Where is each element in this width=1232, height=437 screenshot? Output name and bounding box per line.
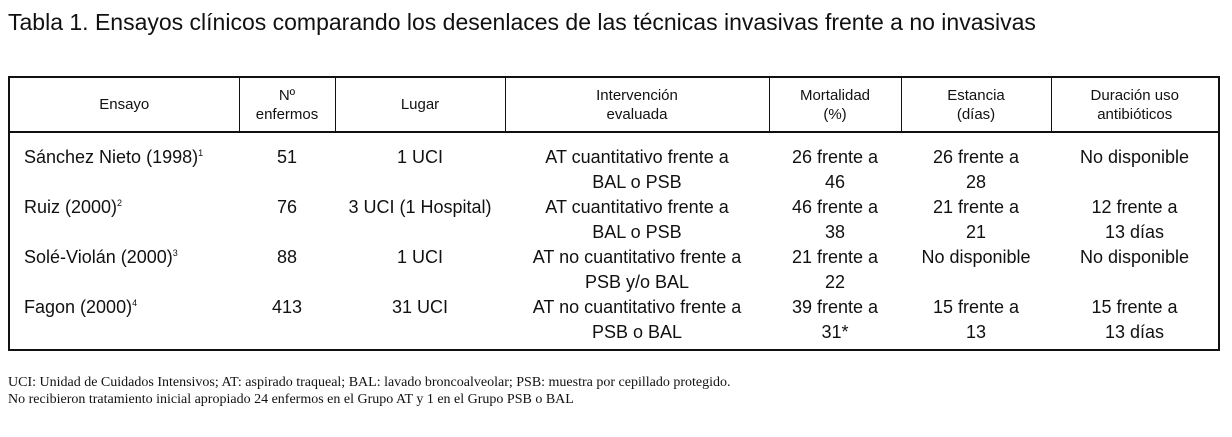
cell-estancia [901, 195, 1051, 245]
cell-duracion [1051, 195, 1219, 245]
header-enfermos [239, 77, 335, 132]
intervencion-line-2: BAL o PSB [592, 172, 682, 192]
duracion-line-2: 13 días [1104, 322, 1165, 342]
cell-enfermos: 88 [276, 247, 298, 267]
cell-mortalidad [769, 132, 901, 195]
table-title: Tabla 1. Ensayos clínicos comparando los desenlaces de las técnicas invasivas frente a no invasivas [8, 9, 1036, 35]
mortalidad-line-1: 46 frente a [791, 197, 879, 217]
intervencion-line-1: AT no cuantitativo frente a [532, 247, 742, 267]
header-duracion-line-1: Duración uso [1090, 86, 1179, 104]
estancia-line-2: 13 [965, 322, 987, 342]
mortalidad-line-2: 46 [824, 172, 846, 192]
cell-enfermos: 76 [276, 197, 298, 217]
ensayo-name: Ruiz (2000) [24, 197, 118, 217]
cell-ensayo [9, 132, 239, 195]
cell-estancia [901, 245, 1051, 295]
mortalidad-line-1: 21 frente a [791, 247, 879, 267]
mortalidad-line-2: 31* [821, 322, 849, 342]
intervencion-line-2: PSB y/o BAL [584, 272, 690, 292]
cell-mortalidad [769, 245, 901, 295]
header-lugar-label: Lugar [400, 96, 440, 113]
intervencion-line-2: PSB o BAL [591, 322, 683, 342]
estancia-line-2: 28 [965, 172, 987, 192]
header-duracion [1051, 77, 1219, 132]
header-intervencion-line-1: Intervención [596, 86, 678, 104]
estancia-line-1: 21 frente a [932, 197, 1020, 217]
cell-estancia [901, 132, 1051, 195]
duracion-line-1: 12 frente a [1091, 197, 1178, 217]
cell-ensayo [9, 195, 239, 245]
estancia-line-1: No disponible [921, 247, 1031, 267]
cell-mortalidad [769, 195, 901, 245]
intervencion-line-1: AT cuantitativo frente a [545, 147, 729, 167]
table-row [9, 132, 1219, 195]
header-intervencion [505, 77, 769, 132]
mortalidad-line-1: 26 frente a [791, 147, 879, 167]
header-estancia-line-1: Estancia [947, 86, 1005, 104]
header-duracion-line-2: antibióticos [1097, 105, 1173, 123]
table-footnotes [8, 374, 731, 408]
duracion-line-1: 15 frente a [1091, 297, 1178, 317]
table-row [9, 195, 1219, 245]
header-mortalidad-line-2: (%) [823, 105, 847, 123]
header-estancia-line-2: (días) [956, 105, 996, 123]
cell-enfermos: 413 [271, 297, 303, 317]
header-ensayo-label: Ensayo [99, 96, 150, 113]
reference-number: 4 [132, 298, 138, 308]
ensayo-name: Solé-Violán (2000) [24, 247, 173, 267]
header-intervencion-line-2: evaluada [606, 105, 668, 123]
table-row [9, 245, 1219, 295]
cell-ensayo [9, 295, 239, 350]
mortalidad-line-1: 39 frente a [791, 297, 879, 317]
duracion-line-1: No disponible [1079, 247, 1190, 267]
header-enfermos-line-1: Nº [278, 86, 296, 104]
cell-duracion [1051, 245, 1219, 295]
cell-lugar: 31 UCI [391, 297, 449, 317]
estancia-line-2: 21 [965, 222, 987, 242]
cell-mortalidad [769, 295, 901, 350]
clinical-trials-table [8, 76, 1220, 351]
mortalidad-line-2: 22 [824, 272, 846, 292]
cell-intervencion [505, 132, 769, 195]
table-header-row [9, 77, 1219, 132]
ensayo-name: Fagon (2000) [24, 297, 133, 317]
duracion-line-1: No disponible [1079, 147, 1190, 167]
header-mortalidad [769, 77, 901, 132]
header-lugar [335, 77, 505, 132]
mortalidad-line-2: 38 [824, 222, 846, 242]
header-estancia [901, 77, 1051, 132]
cell-intervencion [505, 195, 769, 245]
cell-intervencion [505, 245, 769, 295]
cell-duracion [1051, 132, 1219, 195]
reference-number: 3 [172, 248, 178, 258]
reference-number: 1 [198, 148, 204, 158]
cell-intervencion [505, 295, 769, 350]
cell-lugar: 3 UCI (1 Hospital) [348, 197, 492, 217]
header-ensayo [9, 77, 239, 132]
table-row [9, 295, 1219, 350]
footnote-treatment: No recibieron tratamiento inicial apropiado 24 enfermos en el Grupo AT y 1 en el Grupo PSB o BAL [8, 392, 574, 407]
estancia-line-1: 15 frente a [932, 297, 1020, 317]
intervencion-line-1: AT cuantitativo frente a [545, 197, 729, 217]
cell-duracion [1051, 295, 1219, 350]
duracion-line-2: 13 días [1104, 222, 1165, 242]
intervencion-line-2: BAL o PSB [592, 222, 682, 242]
cell-enfermos: 51 [276, 147, 298, 167]
cell-ensayo [9, 245, 239, 295]
ensayo-name: Sánchez Nieto (1998) [24, 147, 199, 167]
reference-number: 2 [117, 198, 123, 208]
cell-lugar: 1 UCI [396, 147, 443, 167]
header-mortalidad-line-1: Mortalidad [799, 86, 871, 104]
header-enfermos-line-2: enfermos [255, 105, 319, 123]
cell-lugar: 1 UCI [396, 247, 443, 267]
footnote-abbreviations: UCI: Unidad de Cuidados Intensivos; AT: aspirado traqueal; BAL: lavado broncoalveolar; PSB: muestra por cepillado protegido. [8, 375, 731, 390]
cell-estancia [901, 295, 1051, 350]
intervencion-line-1: AT no cuantitativo frente a [532, 297, 742, 317]
estancia-line-1: 26 frente a [932, 147, 1020, 167]
